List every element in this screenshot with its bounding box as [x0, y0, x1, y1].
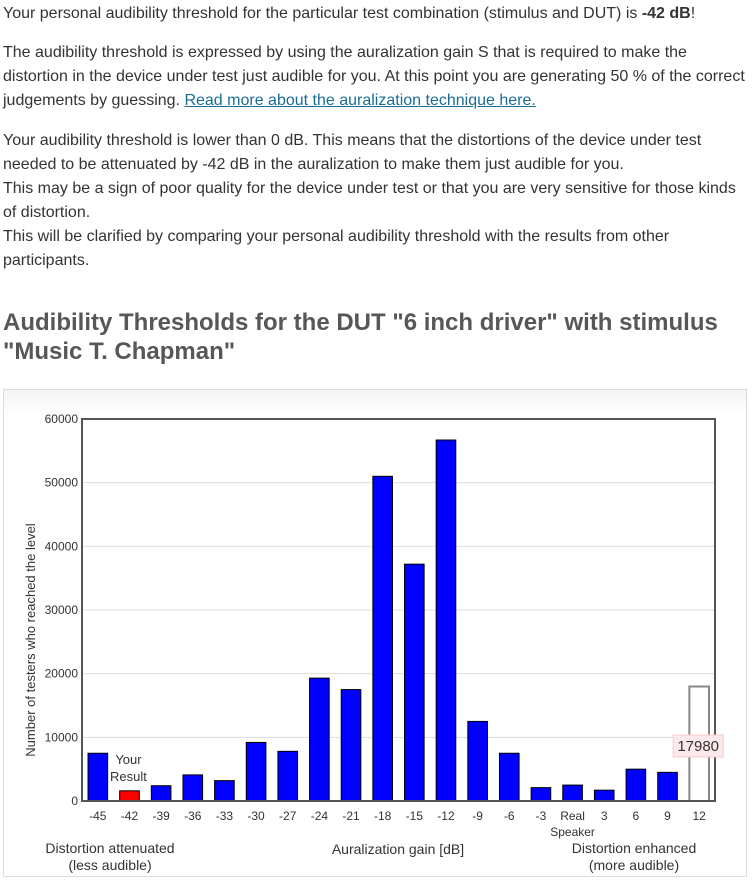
bar — [151, 786, 171, 801]
your-result-annotation-line1: Your — [115, 752, 142, 767]
x-tick-label: -45 — [89, 809, 107, 823]
left-note-line1: Distortion attenuated — [45, 840, 175, 856]
chart-container — [3, 389, 747, 877]
x-tick-label: 6 — [632, 809, 640, 823]
x-tick-label: -9 — [472, 809, 483, 823]
bar — [594, 790, 614, 801]
bar — [405, 564, 425, 801]
y-tick-label: 60000 — [44, 412, 78, 426]
x-tick-label: -33 — [215, 809, 234, 823]
interpretation-line-2: This may be a sign of poor quality for the device under test or that you are very sensitive for those kinds of distortion. — [3, 180, 736, 221]
bar — [531, 788, 551, 801]
bar — [436, 440, 456, 801]
bar — [468, 721, 488, 801]
x-tick-label: 9 — [664, 809, 671, 823]
y-tick-label: 30000 — [44, 603, 78, 617]
x-tick-label: -6 — [503, 809, 515, 823]
interpretation-paragraph — [3, 129, 751, 273]
y-tick-label: 20000 — [44, 666, 78, 681]
bar — [373, 476, 393, 801]
bar — [278, 751, 298, 801]
x-tick-label: -3 — [535, 809, 547, 823]
x-tick-label: -39 — [152, 809, 170, 823]
x-tick-label: -18 — [374, 809, 392, 823]
bar — [341, 690, 361, 801]
right-note-line1: Distortion enhanced — [571, 840, 697, 856]
bar — [563, 785, 583, 801]
bar — [215, 781, 235, 801]
bar — [658, 772, 678, 801]
bar-chart — [4, 390, 746, 876]
right-note-line2: (more audible) — [588, 857, 680, 873]
bar-your-result — [120, 791, 140, 801]
auralization-link[interactable]: Read more about the auralization technique here. — [184, 92, 536, 109]
y-tick-label: 40000 — [44, 539, 78, 554]
x-tick-label: -24 — [310, 809, 329, 823]
x-tick-label: -12 — [437, 809, 455, 823]
x-tick-label: -30 — [247, 809, 265, 823]
your-result-annotation-line2: Result — [110, 769, 147, 784]
x-tick-label: -21 — [342, 809, 360, 823]
explanation-paragraph — [3, 41, 751, 113]
bar — [88, 753, 108, 801]
left-note-line2: (less audible) — [68, 857, 152, 873]
bar — [183, 775, 203, 801]
bar — [310, 678, 330, 801]
interpretation-line-1: Your audibility threshold is lower than 0 dB. This means that the distortions of the device under test needed to be attenuated by -42 dB in the auralization to make them just audible for you. — [3, 132, 702, 173]
threshold-suffix: ! — [690, 5, 696, 22]
explanation-text: The audibility threshold is expressed by using the auralization gain S that is required to make the distortion in the device under test just audible for you. At this point you are generating 50 % of the correct judgements by guessing. — [3, 44, 745, 109]
bar — [499, 753, 519, 801]
section-title: Audibility Thresholds for the DUT "6 inch driver" with stimulus "Music T. Chapman" — [3, 309, 718, 365]
x-tick-label: -36 — [184, 809, 202, 823]
y-axis-title: Number of testers who reached the level — [23, 523, 38, 757]
x-tick-label: -15 — [405, 809, 423, 823]
x-tick-label: 12 — [692, 809, 706, 823]
x-tick-label: -27 — [279, 809, 297, 823]
interpretation-line-3: This will be clarified by comparing your personal audibility threshold with the results from other participants. — [3, 228, 670, 269]
bar — [246, 742, 266, 801]
threshold-value: -42 dB — [641, 5, 691, 22]
y-tick-label: 50000 — [44, 475, 78, 490]
threshold-prefix: Your personal audibility threshold for the particular test combination (stimulus and DUT) is — [3, 5, 642, 22]
x-tick-label: 3 — [600, 809, 608, 823]
highlight-label: 17980 — [677, 738, 720, 755]
threshold-sentence — [3, 2, 695, 26]
x-tick-label: Real Speaker — [550, 809, 595, 839]
x-axis-title: Auralization gain [dB] — [331, 841, 465, 857]
y-tick-label: 10000 — [44, 730, 78, 745]
bar — [626, 769, 646, 801]
x-tick-label: -42 — [120, 809, 139, 823]
y-tick-label: 0 — [71, 794, 78, 808]
